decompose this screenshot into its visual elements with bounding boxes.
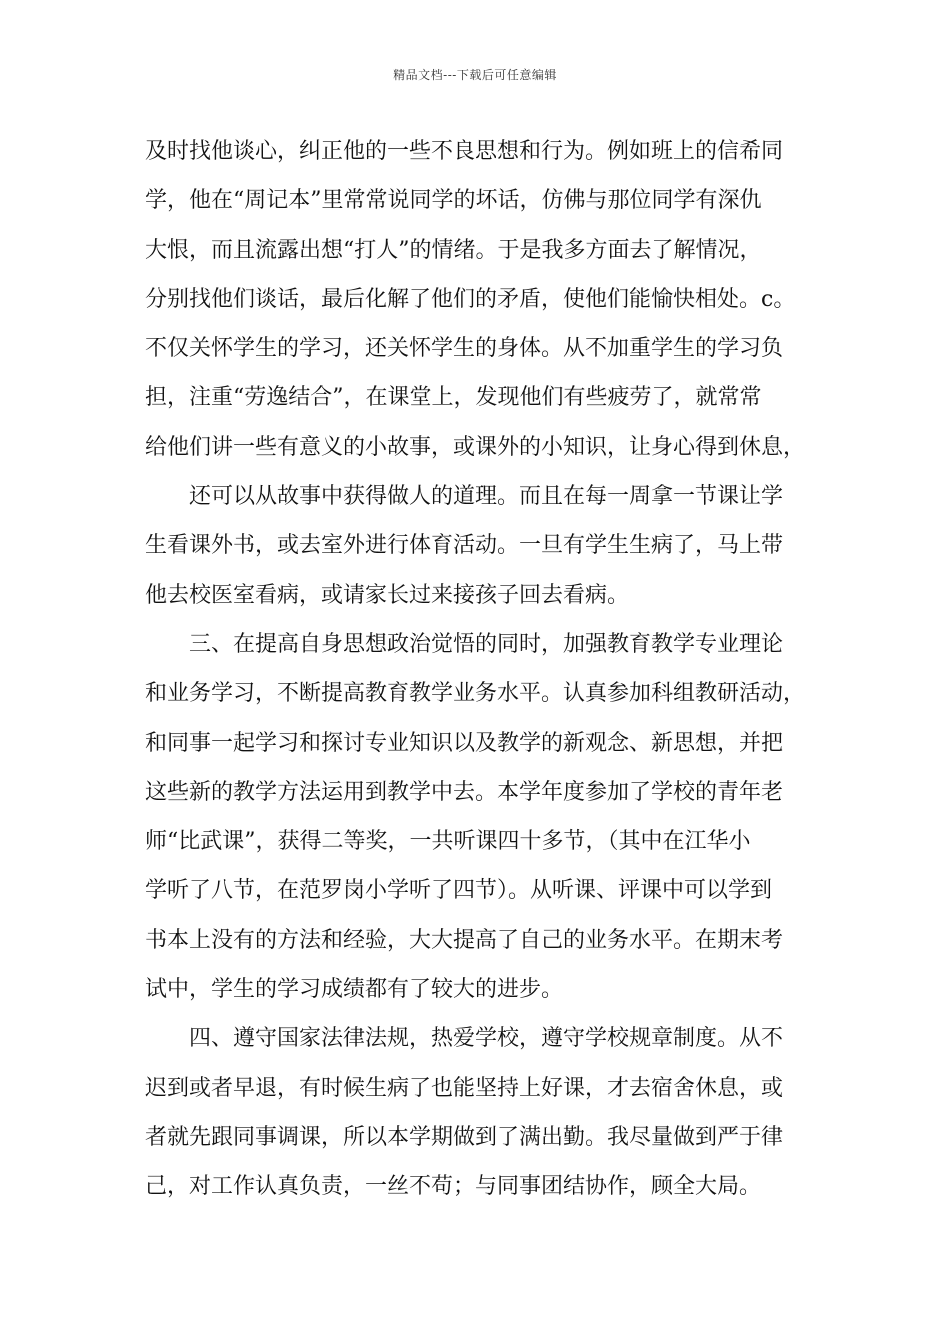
- text-line: 师“比武课”，获得二等奖，一共听课四十多节，（其中在江华小: [145, 829, 751, 855]
- text-line: 试中，学生的学习成绩都有了较大的进步。: [145, 977, 564, 1003]
- text-line: 和业务学习，不断提高教育教学业务水平。认真参加科组教研活动，: [145, 681, 806, 707]
- text-line: 者就先跟同事调课，所以本学期做到了满出勤。我尽量做到严于律: [145, 1124, 784, 1150]
- paragraph-start-line: 三、在提高自身思想政治觉悟的同时，加强教育教学专业理论: [189, 631, 784, 657]
- text-line: 大恨，而且流露出想“打人”的情绪。于是我多方面去了解情况，: [145, 237, 762, 263]
- text-line: 给他们讲一些有意义的小故事，或课外的小知识，让身心得到休息，: [145, 434, 806, 460]
- document-body: [145, 132, 815, 1217]
- paragraph-start-line: 四、遵守国家法律法规，热爱学校，遵守学校规章制度。从不: [189, 1026, 784, 1052]
- text-line: 这些新的教学方法运用到教学中去。本学年度参加了学校的青年老: [145, 779, 784, 805]
- text-line: 担，注重“劳逸结合”，在课堂上，发现他们有些疲劳了，就常常: [145, 385, 762, 411]
- page-header: 精品文档---下载后可任意编辑: [393, 68, 557, 82]
- text-line: 及时找他谈心，纠正他的一些不良思想和行为。例如班上的信希同: [145, 139, 784, 164]
- text-line: 分别找他们谈话，最后化解了他们的矛盾，使他们能愉快相处。c。: [145, 286, 796, 312]
- text-line: 学听了八节，在范罗岗小学听了四节）。从听课、评课中可以学到: [145, 878, 773, 904]
- text-line: 他去校医室看病，或请家长过来接孩子回去看病。: [145, 582, 630, 608]
- text-line: 和同事一起学习和探讨专业知识以及教学的新观念、新思想，并把: [145, 730, 784, 756]
- text-line: 生看课外书，或去室外进行体育活动。一旦有学生生病了，马上带: [145, 533, 784, 559]
- text-line: 己，对工作认真负责，一丝不苟；与同事团结协作，顾全大局。: [145, 1174, 762, 1200]
- text-line: 不仅关怀学生的学习，还关怀学生的身体。从不加重学生的学习负: [145, 336, 784, 362]
- paragraph-start-line: 还可以从故事中获得做人的道理。而且在每一周拿一节课让学: [189, 484, 784, 510]
- text-line: 迟到或者早退，有时候生病了也能坚持上好课，才去宿舍休息，或: [145, 1075, 784, 1101]
- text-line: 学，他在“周记本”里常常说同学的坏话，仿佛与那位同学有深仇: [145, 188, 762, 214]
- text-line: 书本上没有的方法和经验，大大提高了自己的业务水平。在期末考: [145, 927, 784, 953]
